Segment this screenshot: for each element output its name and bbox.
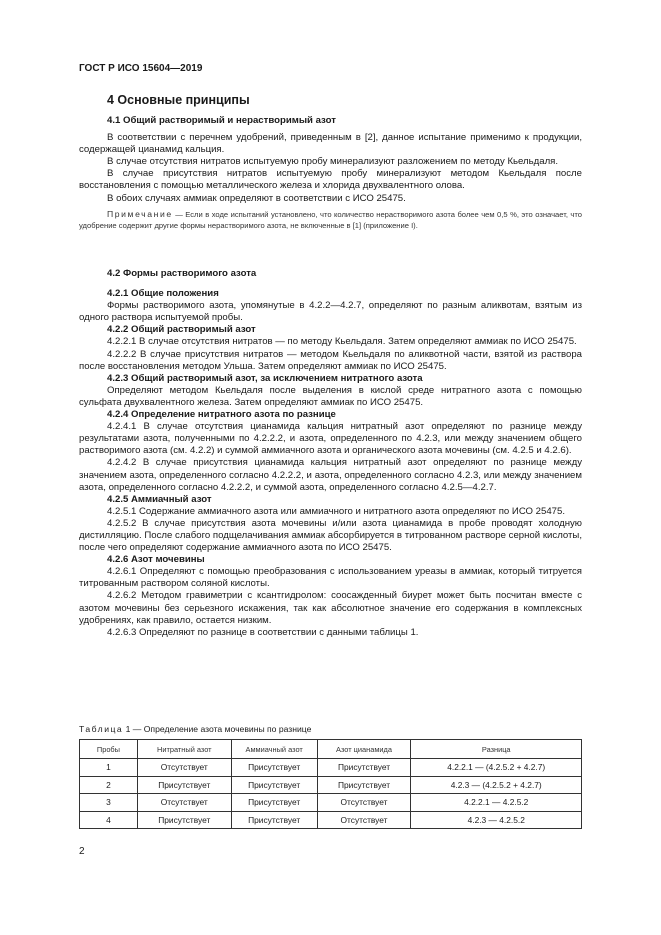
heading-4-2-2: 4.2.2 Общий растворимый азот <box>107 324 256 336</box>
table-cell: 4.2.3 — 4.2.5.2 <box>411 811 582 829</box>
table-row <box>80 776 582 794</box>
paragraph: 4.2.5.1 Содержание аммиачного азота или аммиачного и нитратного азота определяют по ИСО 25475. <box>107 505 566 517</box>
table-cell: Присутствует <box>231 811 317 829</box>
table-cell: Отсутствует <box>137 759 231 777</box>
table-cell: Присутствует <box>317 776 411 794</box>
paragraph: 4.2.4.1 В случае отсутствия цианамида кальция нитратный азот определяют по разнице между результатами азота, полученными по 4.2.2.2, и азота, определенного по 4.2.3, или между значением общего растворимого азота (см. 4.2.2) и суммой аммиачного азота и органического азота мочевины (см. 4.2.5 и 4.2.6). <box>79 421 582 457</box>
heading-4-2-3: 4.2.3 Общий растворимый азот, за исключением нитратного азота <box>107 372 423 384</box>
note <box>79 209 582 231</box>
table-cell: Отсутствует <box>137 794 231 812</box>
heading-4-2-1: 4.2.1 Общие положения <box>107 288 219 300</box>
table-cell: 3 <box>80 794 138 812</box>
paragraph: Определяют методом Кьельдаля после выделения в кислой среде нитратного азота с помощью сульфата двухвалентного железа. Затем определяют аммиак по ИСО 25475. <box>79 384 582 408</box>
table-cell: 4.2.3 — (4.2.5.2 + 4.2.7) <box>411 776 582 794</box>
table-cell: Присутствует <box>317 759 411 777</box>
subsection-4-1 <box>79 115 582 231</box>
paragraph: 4.2.4.2 В случае присутствия цианамида кальция нитратный азот определяют по разнице между значением азота, определенного согласно 4.2.2.2, и азота, определенного согласно 4.2.3, или между значением азота, определенного согласно 4.2.2.2, и суммой азота, определенного согласно 4.2.5—4.2.7. <box>79 457 582 493</box>
page-number: 2 <box>79 846 85 857</box>
table-cell: Присутствует <box>137 811 231 829</box>
table-row <box>80 759 582 777</box>
table-caption-label: Таблица <box>79 724 124 734</box>
paragraph: 4.2.2.1 В случае отсутствия нитратов — по методу Кьельдаля. Затем определяют аммиак по ИСО 25475. <box>107 336 577 348</box>
table-caption-text: 1 — Определение азота мочевины по разнице <box>123 724 312 734</box>
paragraph: 4.2.6.3 Определяют по разнице в соответствии с данными таблицы 1. <box>107 626 419 638</box>
heading-4-2-4: 4.2.4 Определение нитратного азота по разнице <box>107 409 336 421</box>
table-cell: Присутствует <box>231 794 317 812</box>
heading-4-2-6: 4.2.6 Азот мочевины <box>107 554 205 566</box>
section-title: 4 Основные принципы <box>107 93 250 107</box>
table-row <box>80 811 582 829</box>
column-header: Разница <box>411 740 582 759</box>
note-label: Примечание <box>107 208 173 219</box>
table-cell: 4.2.2.1 — 4.2.5.2 <box>411 794 582 812</box>
table-cell: Присутствует <box>231 759 317 777</box>
paragraph: 4.2.6.1 Определяют с помощью преобразования с использованием уреазы в аммиак, который титруется титрованным раствором соляной кислоты. <box>79 566 582 590</box>
table-cell: 4.2.2.1 — (4.2.5.2 + 4.2.7) <box>411 759 582 777</box>
table-cell: 1 <box>80 759 138 777</box>
paragraph: 4.2.5.2 В случае присутствия азота мочевины и/или азота цианамида в пробе проводят холодную дистилляцию. После слабого подщелачивания аммиак абсорбируется в титрованном растворе серной кислоты, после чего определяют содержание аммиачного азота по ИСО 25475. <box>79 517 582 554</box>
table-cell: 4 <box>80 811 138 829</box>
paragraph: 4.2.6.2 Методом гравиметрии с ксантгидролом: соосажденный биурет может быть посчитан вместе с азотом мочевины без серьезного искажения, так как абсолютное значение его содержания в комплексных удобрениях, как правило, остается низким. <box>79 590 582 626</box>
table-cell: Отсутствует <box>317 811 411 829</box>
heading-4-2: 4.2 Формы растворимого азота <box>107 268 257 279</box>
column-header: Нитратный азот <box>137 740 231 759</box>
urea-nitrogen-table <box>79 739 582 829</box>
document-header: ГОСТ Р ИСО 15604—2019 <box>79 63 203 74</box>
table-cell: Отсутствует <box>317 794 411 812</box>
table-header-row <box>80 740 582 759</box>
paragraph: В случае отсутствия нитратов испытуемую пробу минерализуют разложением по методу Кьельдаля. <box>107 156 559 168</box>
table-cell: 2 <box>80 776 138 794</box>
paragraph: В соответствии с перечнем удобрений, приведенным в [2], данное испытание применимо к продукции, содержащей цианамид кальция. <box>79 132 582 156</box>
column-header: Азот цианамида <box>317 740 411 759</box>
paragraph: Формы растворимого азота, упомянутые в 4.2.2—4.2.7, определяют по разным аликвотам, взятым из одного раствора испытуемой пробы. <box>79 300 582 324</box>
paragraph: 4.2.2.2 В случае присутствия нитратов — методом Кьельдаля по аликвотной части, взятой из раствора после восстановления методом Ульша. Затем определяют аммиак по ИСО 25475. <box>79 348 582 372</box>
table-cell: Присутствует <box>137 776 231 794</box>
heading-4-1: 4.1 Общий растворимый и нерастворимый азот <box>107 115 336 126</box>
column-header: Пробы <box>80 740 138 759</box>
heading-4-2-5: 4.2.5 Аммиачный азот <box>107 493 212 505</box>
note-text: — Если в ходе испытаний установлено, что количество нерастворимого азота более чем 0,5 %, это означает, что удобрение содержит другие формы нерастворимого азота, не включенные в [1] (приложение I). <box>79 209 582 230</box>
table-row <box>80 794 582 812</box>
paragraph: В обоих случаях аммиак определяют в соответствии с ИСО 25475. <box>107 192 406 204</box>
table-cell: Присутствует <box>231 776 317 794</box>
subsection-4-2 <box>79 268 582 639</box>
table-caption <box>79 724 311 734</box>
column-header: Аммиачный азот <box>231 740 317 759</box>
paragraph: В случае присутствия нитратов испытуемую пробу минерализуют методом Кьельдаля после восстановления с помощью металлического железа и хлорида двухвалентного олова. <box>79 168 582 192</box>
